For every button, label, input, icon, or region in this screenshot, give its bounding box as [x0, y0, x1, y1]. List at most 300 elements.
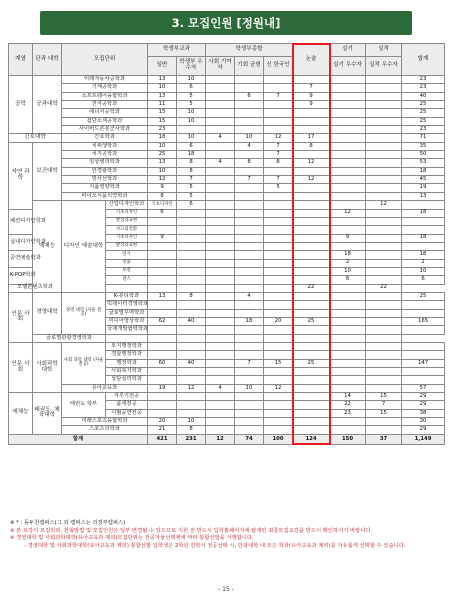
dept-name: 간호학과 — [62, 134, 148, 142]
row-total — [402, 351, 445, 359]
value-cell — [366, 234, 402, 242]
dept-name: 소프트웨어융합학과 — [62, 92, 148, 100]
value-cell — [206, 184, 235, 192]
nonsul-value — [293, 217, 330, 225]
nonsul-value — [293, 126, 330, 134]
value-cell — [206, 317, 235, 325]
value-cell — [235, 126, 264, 134]
value-cell: 10 — [177, 76, 206, 84]
nonsul-value — [293, 292, 330, 300]
value-cell — [235, 343, 264, 351]
value-cell — [206, 142, 235, 150]
value-cell: 12 — [264, 384, 293, 392]
row-total: 53 — [402, 159, 445, 167]
nonsul-value: 17 — [293, 134, 330, 142]
value-cell — [366, 176, 402, 184]
value-cell — [148, 226, 177, 234]
admission-table — [8, 43, 445, 445]
value-cell — [206, 401, 235, 409]
value-cell: 8 — [177, 159, 206, 167]
value-cell — [148, 376, 177, 384]
value-cell: 20 — [148, 418, 177, 426]
value-cell: 40 — [177, 317, 206, 325]
dept-name: 경찰행정학과 — [106, 351, 148, 359]
value-cell — [206, 376, 235, 384]
nonsul-value — [293, 351, 330, 359]
value-cell — [366, 317, 402, 325]
value-cell — [330, 359, 366, 367]
value-cell: 23 — [330, 409, 366, 417]
nonsul-value: 7 — [293, 84, 330, 92]
dept-name: 유아교육과 — [62, 384, 148, 392]
value-cell: 10 — [148, 167, 177, 175]
value-cell — [330, 101, 366, 109]
value-cell — [148, 351, 177, 359]
value-cell: 18 — [235, 317, 264, 325]
college-cell: 간호대학 — [9, 134, 62, 142]
value-cell: 8 — [148, 192, 177, 200]
value-cell: 5 — [177, 92, 206, 100]
row-total — [402, 226, 445, 234]
nonsul-value: 25 — [293, 359, 330, 367]
table-row — [9, 184, 445, 192]
value-cell — [177, 226, 206, 234]
value-cell — [330, 326, 366, 334]
value-cell — [264, 401, 293, 409]
dept-name: 방사선학과 — [62, 176, 148, 184]
total-value: 421 — [148, 434, 177, 444]
value-cell — [366, 117, 402, 125]
table-row — [9, 126, 445, 134]
dept-name: 치위생학과 — [62, 142, 148, 150]
value-cell — [177, 368, 206, 376]
table-row — [9, 151, 445, 159]
value-cell: 6 — [177, 201, 206, 209]
value-cell — [264, 251, 293, 259]
value-cell: 10 — [177, 134, 206, 142]
row-total: 18 — [402, 167, 445, 175]
row-total — [402, 343, 445, 351]
row-total — [402, 326, 445, 334]
nonsul-value — [293, 76, 330, 84]
dept-name: 시범공연전공 — [106, 409, 148, 417]
value-cell — [206, 368, 235, 376]
dept-cell: 공연예술학과 — [9, 251, 33, 268]
nonsul-value — [293, 368, 330, 376]
value-cell — [330, 217, 366, 225]
value-cell — [206, 351, 235, 359]
nonsul-value — [293, 418, 330, 426]
value-cell — [235, 309, 264, 317]
dept-name: 안경광학과 — [62, 167, 148, 175]
value-cell — [366, 242, 402, 250]
row-total — [402, 376, 445, 384]
value-cell — [264, 76, 293, 84]
value-cell: 15 — [264, 359, 293, 367]
total-value: 12 — [206, 434, 235, 444]
value-cell — [235, 301, 264, 309]
value-cell — [366, 309, 402, 317]
value-cell: 4 — [206, 384, 235, 392]
value-cell: 12 — [264, 134, 293, 142]
value-cell: 9 — [148, 234, 177, 242]
value-cell: 10 — [330, 267, 366, 275]
value-cell — [235, 101, 264, 109]
table-row — [9, 101, 445, 109]
value-cell: 12 — [330, 209, 366, 217]
value-cell: 10 — [177, 109, 206, 117]
value-cell — [402, 201, 445, 209]
value-cell — [330, 176, 366, 184]
nonsul-value: 12 — [293, 176, 330, 184]
value-cell — [264, 84, 293, 92]
value-cell — [148, 334, 177, 342]
nonsul-value: 25 — [293, 317, 330, 325]
row-total: 35 — [402, 142, 445, 150]
value-cell — [206, 151, 235, 159]
row-total: 40 — [402, 92, 445, 100]
value-cell — [366, 151, 402, 159]
header-comprehensive: 학생부종합 — [206, 44, 293, 57]
dept-name: 임상병리학과 — [62, 159, 148, 167]
value-cell: 7 — [264, 176, 293, 184]
value-cell — [330, 226, 366, 234]
value-cell: 4 — [235, 292, 264, 300]
value-cell: 10 — [235, 384, 264, 392]
nonsul-value — [293, 242, 330, 250]
value-cell — [177, 259, 206, 267]
area-cell: 인문 사회 — [9, 292, 33, 342]
value-cell — [330, 317, 366, 325]
value-cell — [148, 276, 177, 284]
value-cell — [206, 201, 235, 209]
dept-name: 첨단소재공학과 — [62, 117, 148, 125]
value-cell — [330, 117, 366, 125]
nonsul-value — [293, 309, 330, 317]
dept-name: 글로벌무역학과 — [106, 309, 148, 317]
dept-name: 식품영양학과 — [62, 184, 148, 192]
value-cell — [235, 409, 264, 417]
value-cell — [206, 126, 235, 134]
dept-name: 미래자동차공학과 — [62, 76, 148, 84]
row-total: 25 — [402, 101, 445, 109]
college-cell: 디자인 예술대학 — [62, 201, 106, 293]
value-cell — [206, 176, 235, 184]
area-cell: 예체능 — [9, 393, 33, 435]
dept-name: 상담심리학과 — [106, 376, 148, 384]
value-cell — [148, 401, 177, 409]
header-balance: 기회 균형 — [235, 57, 264, 76]
value-cell — [177, 343, 206, 351]
nonsul-value — [293, 167, 330, 175]
value-cell — [366, 142, 402, 150]
nonsul-value — [293, 326, 330, 334]
table-row — [9, 109, 445, 117]
value-cell: 4 — [206, 134, 235, 142]
value-cell — [206, 393, 235, 401]
value-cell — [366, 418, 402, 426]
value-cell — [366, 159, 402, 167]
value-cell — [366, 368, 402, 376]
dept-cell: 실내디자인학과 — [9, 234, 33, 251]
value-cell — [106, 284, 148, 292]
value-cell — [366, 134, 402, 142]
value-cell — [264, 368, 293, 376]
value-cell — [330, 368, 366, 376]
value-cell — [206, 326, 235, 334]
dept-name: 기초디자인 — [106, 209, 148, 217]
value-cell — [235, 117, 264, 125]
value-cell — [177, 267, 206, 275]
value-cell: 18 — [177, 151, 206, 159]
row-total — [402, 242, 445, 250]
value-cell — [330, 309, 366, 317]
value-cell — [366, 351, 402, 359]
value-cell: 10 — [177, 418, 206, 426]
dept-name: 연출 — [106, 259, 148, 267]
value-cell — [264, 167, 293, 175]
value-cell — [235, 192, 264, 200]
nonsul-value — [293, 251, 330, 259]
value-cell — [330, 92, 366, 100]
value-cell — [264, 292, 293, 300]
value-cell — [235, 368, 264, 376]
value-cell: 15 — [148, 117, 177, 125]
value-cell — [330, 192, 366, 200]
header-nonsul: 논술 — [293, 44, 330, 76]
value-cell — [330, 343, 366, 351]
value-cell — [264, 309, 293, 317]
dept-cell: K-POP학과 — [9, 267, 33, 284]
value-cell — [235, 217, 264, 225]
value-cell — [264, 376, 293, 384]
value-cell: 22 — [330, 401, 366, 409]
value-cell — [235, 201, 264, 209]
value-cell: 8 — [177, 292, 206, 300]
dept-name: K-뷰티학과 — [106, 292, 148, 300]
value-cell — [235, 418, 264, 426]
value-cell: 12 — [177, 384, 206, 392]
value-cell: 25 — [148, 151, 177, 159]
nonsul-value — [293, 401, 330, 409]
dept-name: 댄스 — [106, 276, 148, 284]
college-cell: 사회과학대학 — [33, 343, 62, 393]
value-cell — [366, 167, 402, 175]
value-cell: 23 — [148, 126, 177, 134]
row-total — [402, 217, 445, 225]
value-cell — [148, 326, 177, 334]
value-cell: 7 — [264, 92, 293, 100]
value-cell — [235, 184, 264, 192]
value-cell — [264, 192, 293, 200]
value-cell — [235, 76, 264, 84]
value-cell: 5 — [177, 192, 206, 200]
row-total: 57 — [402, 384, 445, 392]
value-cell — [177, 326, 206, 334]
value-cell — [235, 151, 264, 159]
row-total: 6 — [402, 276, 445, 284]
value-cell — [148, 267, 177, 275]
value-cell — [366, 267, 402, 275]
value-cell: 4 — [235, 142, 264, 150]
row-total: 165 — [402, 317, 445, 325]
value-cell — [235, 226, 264, 234]
dept-name: 행정학과 — [106, 359, 148, 367]
value-cell — [148, 343, 177, 351]
value-cell — [177, 284, 206, 292]
college-cell: 태권도· 체육대학 — [33, 393, 62, 435]
value-cell — [206, 418, 235, 426]
value-cell — [264, 267, 293, 275]
value-cell — [206, 251, 235, 259]
header-record-excellent: 실적 우수자 — [366, 57, 402, 76]
value-cell: 10 — [177, 117, 206, 125]
value-cell — [293, 201, 330, 209]
value-cell — [148, 242, 177, 250]
nonsul-value — [293, 151, 330, 159]
dept-name: 빅데이터경영학과 — [107, 301, 148, 308]
value-cell — [148, 301, 177, 309]
value-cell: 10 — [235, 134, 264, 142]
value-cell — [235, 326, 264, 334]
value-cell — [177, 309, 206, 317]
dept-name: 기초디자인 — [148, 201, 177, 209]
total-label: 합계 — [9, 434, 148, 444]
value-cell — [235, 84, 264, 92]
value-cell — [235, 393, 264, 401]
value-cell: 60 — [148, 359, 177, 367]
value-cell — [235, 109, 264, 117]
page-number: - 15 - — [218, 586, 234, 593]
row-total: 50 — [402, 151, 445, 159]
nonsul-value — [293, 259, 330, 267]
header-total: 합계 — [402, 44, 445, 76]
row-total: 19 — [402, 184, 445, 192]
value-cell — [177, 217, 206, 225]
dept-name: 보컬 — [106, 267, 148, 275]
value-cell — [330, 184, 366, 192]
value-cell: 6 — [177, 142, 206, 150]
nonsul-value — [293, 343, 330, 351]
value-cell — [148, 368, 177, 376]
dept-name: 국제개발협력학과 — [107, 326, 148, 333]
value-cell: 6 — [148, 209, 177, 217]
nonsul-value — [293, 226, 330, 234]
header-newkorean: 신 한국인 — [264, 57, 293, 76]
row-total: 18 — [402, 209, 445, 217]
value-cell — [366, 209, 402, 217]
value-cell: 14 — [330, 393, 366, 401]
value-cell: 15 — [148, 109, 177, 117]
value-cell — [177, 126, 206, 134]
value-cell — [235, 234, 264, 242]
value-cell — [264, 226, 293, 234]
value-cell: 8 — [177, 426, 206, 434]
college-cell: 공과대학 — [33, 76, 62, 134]
value-cell: 8 — [264, 159, 293, 167]
table-row — [9, 167, 445, 175]
dept-name: 겨루기전공 — [106, 393, 148, 401]
value-cell — [264, 418, 293, 426]
table-body — [9, 76, 445, 445]
value-cell: 9 — [330, 234, 366, 242]
table-row — [9, 92, 445, 100]
nonsul-value — [293, 192, 330, 200]
value-cell — [330, 142, 366, 150]
total-value: 37 — [366, 434, 402, 444]
value-cell: 13 — [148, 292, 177, 300]
row-total: 29 — [402, 393, 445, 401]
value-cell — [206, 117, 235, 125]
value-cell — [177, 209, 206, 217]
total-value: 150 — [330, 434, 366, 444]
value-cell — [235, 209, 264, 217]
row-total: 25 — [402, 117, 445, 125]
value-cell — [366, 226, 402, 234]
value-cell — [366, 276, 402, 284]
value-cell — [264, 409, 293, 417]
value-cell: 12 — [366, 201, 402, 209]
value-cell — [264, 393, 293, 401]
value-cell — [330, 384, 366, 392]
value-cell — [366, 217, 402, 225]
value-cell: 22 — [293, 284, 330, 292]
row-total: 10 — [402, 267, 445, 275]
table-row — [9, 292, 445, 300]
value-cell: 7 — [264, 142, 293, 150]
value-cell — [366, 376, 402, 384]
nonsul-value — [293, 409, 330, 417]
dept-name: 치기공학과 — [62, 151, 148, 159]
value-cell: 10 — [148, 84, 177, 92]
value-cell — [235, 401, 264, 409]
value-cell — [206, 301, 235, 309]
area-cell: 인문 사회 — [9, 343, 33, 393]
table-row — [9, 201, 445, 209]
admission-table-wrapper — [8, 43, 444, 445]
value-cell — [330, 84, 366, 92]
dept-name: 모델콘텐츠학과 — [9, 284, 62, 292]
dept-name: 바이오식품의약학과 — [62, 192, 148, 200]
value-cell — [177, 251, 206, 259]
value-cell — [235, 284, 264, 292]
value-cell — [264, 351, 293, 359]
dept-name: 사회복지학과 — [106, 368, 148, 376]
row-total: 18 — [402, 234, 445, 242]
value-cell: 8 — [177, 167, 206, 175]
value-cell: 7 — [235, 359, 264, 367]
value-cell — [206, 409, 235, 417]
dept-name: 기계공학과 — [62, 84, 148, 92]
value-cell: 6 — [235, 92, 264, 100]
value-cell — [177, 242, 206, 250]
value-cell — [206, 292, 235, 300]
value-cell — [264, 217, 293, 225]
row-total — [402, 309, 445, 317]
dept-cell: 패션디자인학과 — [9, 209, 33, 234]
dept-name: 품새전공 — [106, 401, 148, 409]
value-cell — [148, 217, 177, 225]
value-cell: 5 — [177, 101, 206, 109]
dept-name: 스포츠의학과 — [62, 426, 148, 434]
college-sub-cell: 경영 대학 (자율 전공) — [62, 292, 106, 334]
page-title: 3. 모집인원 [정원내] — [40, 11, 412, 35]
value-cell — [148, 251, 177, 259]
value-cell — [366, 92, 402, 100]
row-total: 29 — [402, 401, 445, 409]
value-cell — [264, 242, 293, 250]
value-cell — [330, 76, 366, 84]
